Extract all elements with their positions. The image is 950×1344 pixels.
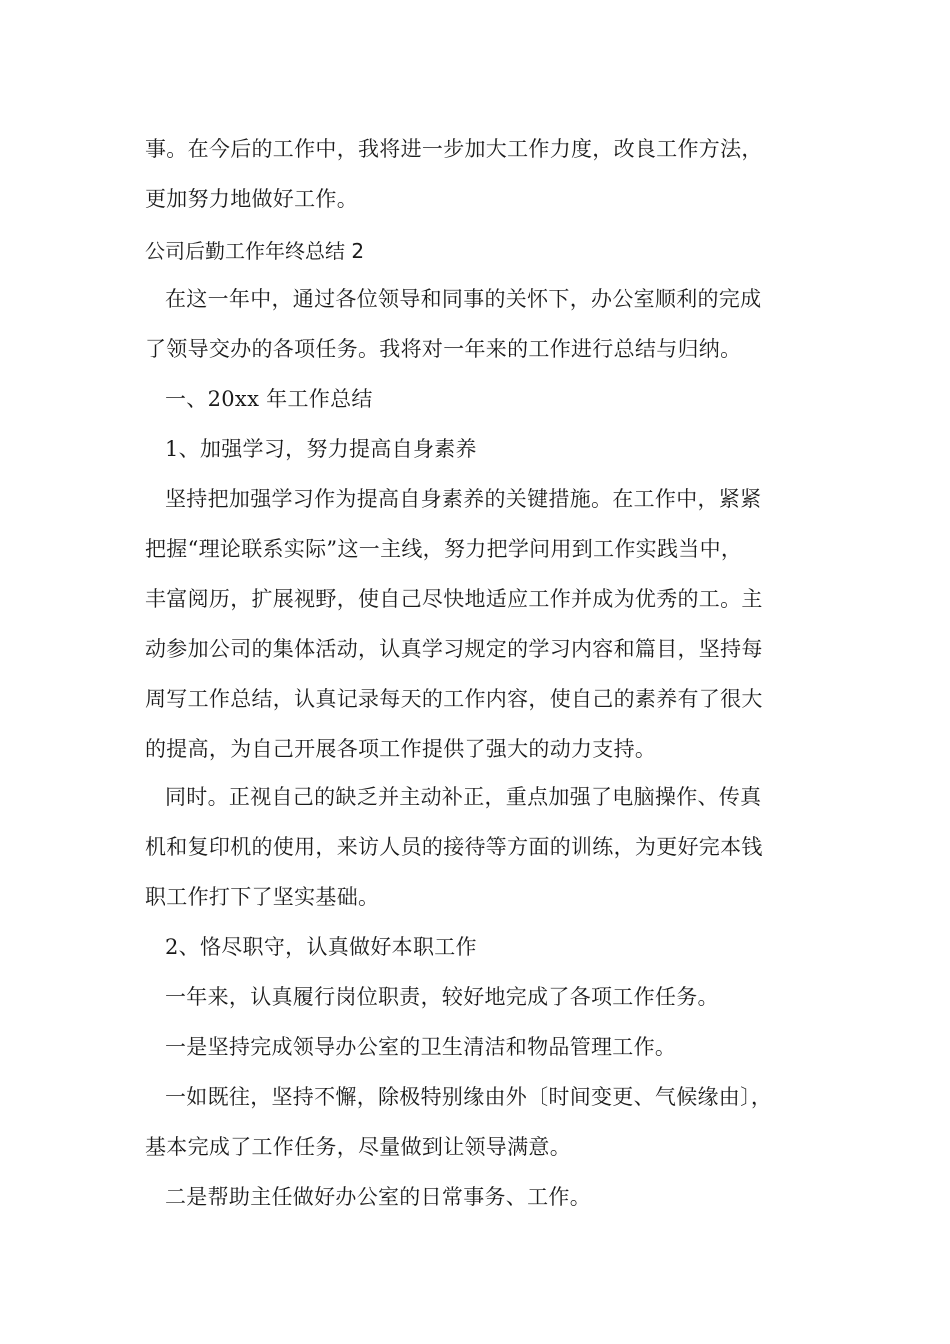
paragraph-line: 同时。正视自己的缺乏并主动补正，重点加强了电脑操作、传真 <box>165 785 762 809</box>
paragraph-line: 一年来，认真履行岗位职责，较好地完成了各项工作任务。 <box>165 985 719 1009</box>
paragraph-line: 二是帮助主任做好办公室的日常事务、工作。 <box>165 1185 591 1209</box>
paragraph-line: 的提高，为自己开展各项工作提供了强大的动力支持。 <box>145 737 657 761</box>
paragraph-line: 一如既往，坚持不懈，除极特别缘由外〔时间变更、气候缘由〕， <box>165 1085 773 1109</box>
subsection-heading: 一、20xx 年工作总结 <box>165 387 373 411</box>
paragraph-line: 丰富阅历，扩展视野，使自己尽快地适应工作并成为优秀的工。主 <box>145 587 763 611</box>
paragraph-line: 了领导交办的各项任务。我将对一年来的工作进行总结与归纳。 <box>145 337 742 361</box>
paragraph-line: 基本完成了工作任务，尽量做到让领导满意。 <box>145 1135 571 1159</box>
paragraph-line: 把握“理论联系实际”这一主线，努力把学问用到工作实践当中， <box>145 537 743 561</box>
paragraph-line: 机和复印机的使用，来访人员的接待等方面的训练，为更好完本钱 <box>145 835 763 859</box>
paragraph-line: 动参加公司的集体活动，认真学习规定的学习内容和篇目，坚持每 <box>145 637 763 661</box>
paragraph-line: 在这一年中，通过各位领导和同事的关怀下，办公室顺利的完成 <box>165 287 762 311</box>
paragraph-line: 坚持把加强学习作为提高自身素养的关键措施。在工作中，紧紧 <box>165 487 762 511</box>
paragraph-line: 更加努力地做好工作。 <box>145 187 358 211</box>
subsection-heading: 2、恪尽职守，认真做好本职工作 <box>165 935 477 959</box>
section-title: 公司后勤工作年终总结 2 <box>145 239 365 263</box>
subsection-heading: 1、加强学习，努力提高自身素养 <box>165 437 477 461</box>
paragraph-line: 一是坚持完成领导办公室的卫生清洁和物品管理工作。 <box>165 1035 677 1059</box>
paragraph-line: 职工作打下了坚实基础。 <box>145 885 380 909</box>
paragraph-line: 事。在今后的工作中，我将进一步加大工作力度，改良工作方法， <box>145 137 763 161</box>
paragraph-line: 周写工作总结，认真记录每天的工作内容，使自己的素养有了很大 <box>145 687 763 711</box>
